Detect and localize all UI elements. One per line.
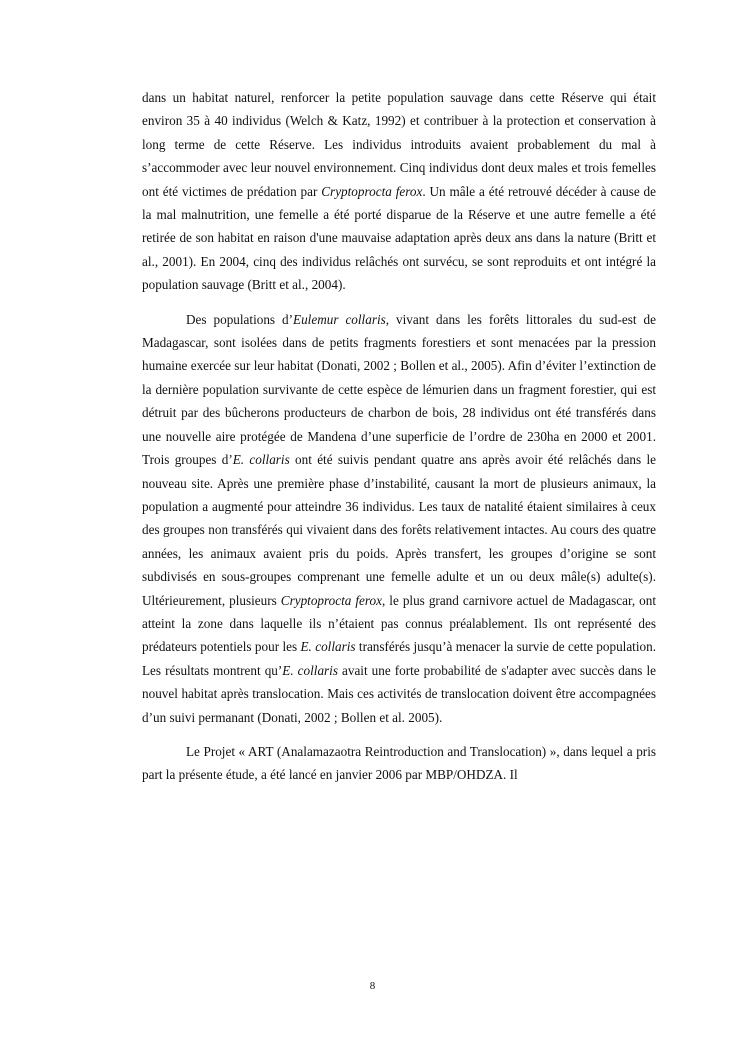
text-segment: Le Projet « ART (Analamazaotra Reintroduction and Translocation) », dans lequel a pris part la présente étude, a été lancé en janvier 2006 par MBP/OHDZA. Il <box>142 743 656 783</box>
text-segment: Des populations d’ <box>186 311 294 327</box>
body-text <box>142 86 656 787</box>
paragraph-2 <box>142 308 656 729</box>
text-segment: ont été suivis pendant quatre ans après avoir été relâchés dans le nouveau site. Après une première phase d’instabilité, causant la mort de plusieurs animaux, la population a augmenté pour atteindre 36 individus. Les taux de natalité étaient similaires à ceux des groupes non transférés qui vivaient dans des forêts relativement intactes. Au cours des quatre années, les animaux avaient pris du poids. Après transfert, les groupes d’origine se sont subdivisés en sous-groupes comprenant une femelle adulte et un ou deux mâle(s) adulte(s). Ultérieurement, plusieurs <box>142 452 656 608</box>
species-name-italic: E. collaris <box>282 662 338 678</box>
species-name-italic: Cryptoprocta ferox <box>321 183 423 199</box>
text-segment: transférés jusqu’à menacer la survie de cette population. Les résultats montrent qu’ <box>142 639 656 678</box>
text-segment: , le plus grand carnivore actuel de Madagascar, ont atteint la zone dans laquelle ils n’étaient pas connus préalablement. Ils ont représenté des prédateurs potentiels pour les <box>142 592 656 655</box>
page-number: 8 <box>369 980 376 992</box>
text-segment: avait une forte probabilité de s'adapter avec succès dans le nouvel habitat après translocation. Mais ces activités de translocation doivent être accompagnées d’un suivi permanant (Donati, 2002 ; Bollen et al. 2005). <box>142 662 656 725</box>
species-name-italic: E. collaris <box>300 639 356 655</box>
species-name-italic: Cryptoprocta ferox <box>280 592 382 608</box>
text-segment: dans un habitat naturel, renforcer la petite population sauvage dans cette Réserve qui était environ 35 à 40 individus (Welch & Katz, 1992) et contribuer à la protection et conservation à long terme de cette Réserve. Les individus introduits avaient probablement du mal à s’accommoder avec leur nouvel environnement. Cinq individus dont deux males et trois femelles ont été victimes de prédation par <box>142 90 656 199</box>
species-name-italic: E. collaris <box>232 452 290 468</box>
species-name-italic: Eulemur collaris <box>293 311 386 327</box>
text-segment: , vivant dans les forêts littorales du sud-est de Madagascar, sont isolées dans de petits fragments forestiers et sont menacées par la pression humaine exercée sur leur habitat (Donati, 2002 ; Bollen et al., 2005). Afin d’éviter l’extinction de la dernière population survivante de cette espèce de lémurien dans un fragment forestier, qui est détruit par des bûcherons producteurs de charbon de bois, 28 individus ont été transférés dans une nouvelle aire protégée de Mandena d’une superficie de l’ordre de 230ha en 2000 et 2001. Trois groupes d’ <box>142 311 656 468</box>
paragraph-3 <box>142 740 656 787</box>
text-segment: . Un mâle a été retrouvé décéder à cause de la mal malnutrition, une femelle a été porté disparue de la Réserve et une autre femelle a été retirée de son habitat en raison d'une mauvaise adaptation après deux ans dans la nature (Britt et al., 2001). En 2004, cinq des individus relâchés ont survécu, se sont reproduits et ont intégré la population sauvage (Britt et al., 2004). <box>142 183 656 293</box>
paragraph-1 <box>142 86 656 297</box>
